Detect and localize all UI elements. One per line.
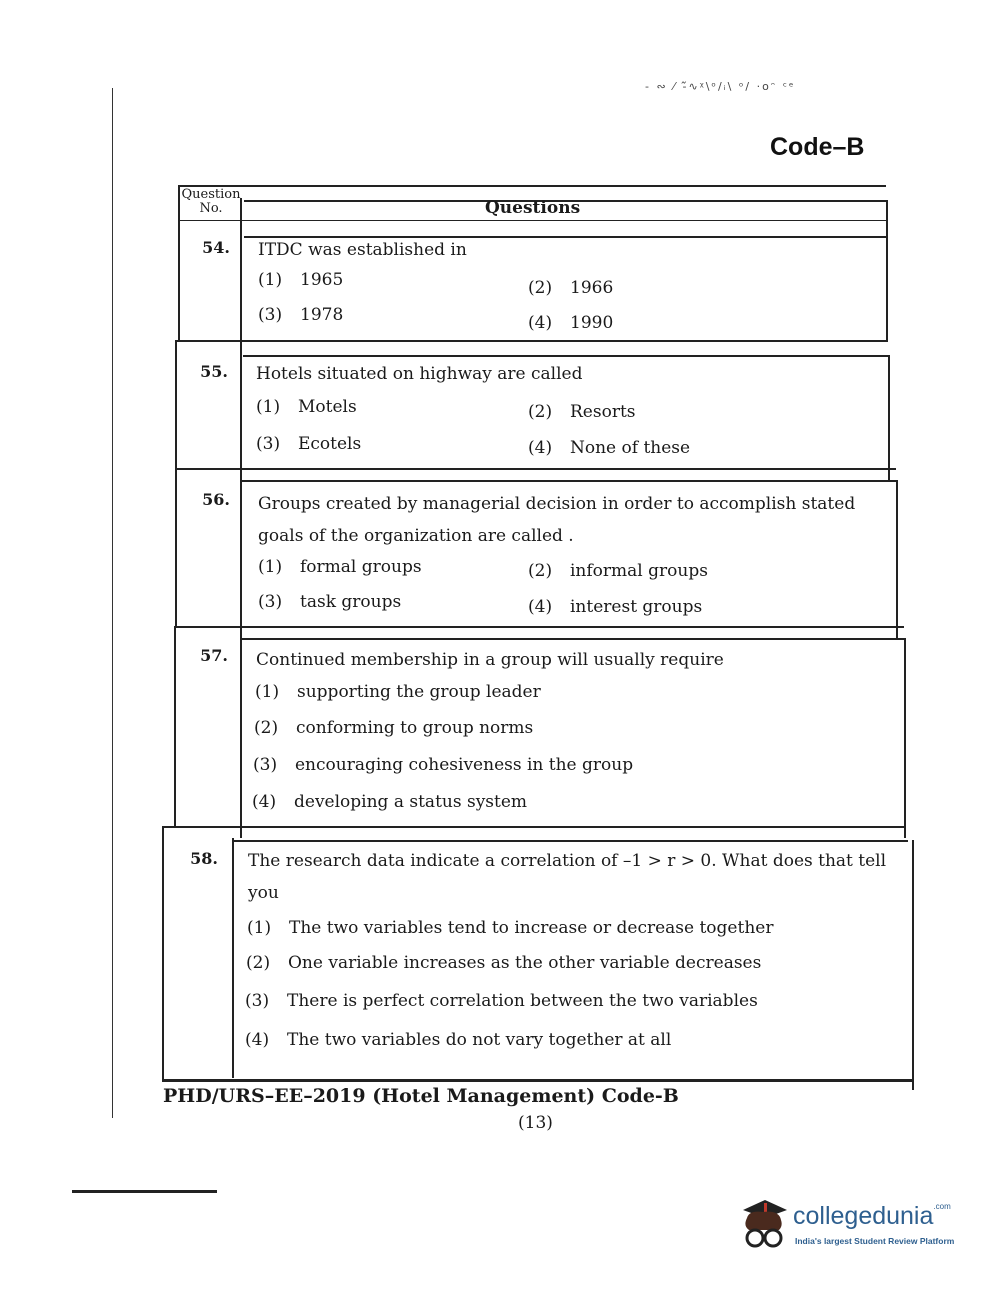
bottom-rule [72,1190,217,1193]
question-number: 56. [202,490,230,509]
option-1: (1) supporting the group leader [255,682,541,702]
option-2: (2) conforming to group norms [254,718,534,738]
question-number: 54. [202,238,230,257]
question-text: Continued membership in a group will usually require [256,650,724,670]
option-3: (3) encouraging cohesiveness in the group [253,755,634,775]
option-4: (4) interest groups [528,597,703,617]
option-3: (3) Ecotels [256,434,362,454]
option-1: (1) The two variables tend to increase or decrease together [247,918,774,938]
exam-footer: PHD/URS–EE–2019 (Hotel Management) Code-B [163,1085,679,1107]
option-1: (1) 1965 [258,270,344,290]
option-2: (2) informal groups [528,561,708,581]
option-2: (2) One variable increases as the other variable decreases [246,953,762,973]
option-4: (4) 1990 [528,313,614,333]
question-text: Groups created by managerial decision in order to accomplish stated goals of the organization are called . [258,494,856,546]
question-number: 55. [200,362,228,381]
header-scribble: - ∾ ⁄ -᷉∿ᵡ\ᵒ/ᵢ\ ᵒ/ ·oᵔ ᶜᵉ [645,80,796,93]
logo-wordmark: collegedunia$^{.com}$ [793,1202,951,1230]
option-4: (4) None of these [528,438,691,458]
option-1: (1) Motels [256,397,357,417]
option-3: (3) There is perfect correlation between the two variables [245,991,758,1011]
question-number: 58. [190,849,218,868]
option-2: (2) 1966 [528,278,614,298]
logo-tagline: India's largest Student Review Platform [795,1236,955,1246]
option-4: (4) The two variables do not vary together at all [245,1030,672,1050]
code-label: Code–B [770,133,865,161]
left-margin-line [112,88,113,1118]
option-4: (4) developing a status system [252,792,528,812]
mascot-icon [735,1196,791,1254]
column-header-question-no: Question No. [181,187,241,216]
question-number: 57. [200,646,228,665]
collegedunia-logo[interactable] [735,1196,965,1258]
column-header-questions: Questions [485,198,581,218]
option-2: (2) Resorts [528,402,636,422]
option-3: (3) task groups [258,592,402,612]
page-number: (13) [518,1113,553,1133]
option-1: (1) formal groups [258,557,422,577]
question-text: ITDC was established in [258,240,467,260]
option-3: (3) 1978 [258,305,344,325]
question-text: Hotels situated on highway are called [256,364,583,384]
question-text: The research data indicate a correlation of –1 > r > 0. What does that tell you [248,851,887,903]
